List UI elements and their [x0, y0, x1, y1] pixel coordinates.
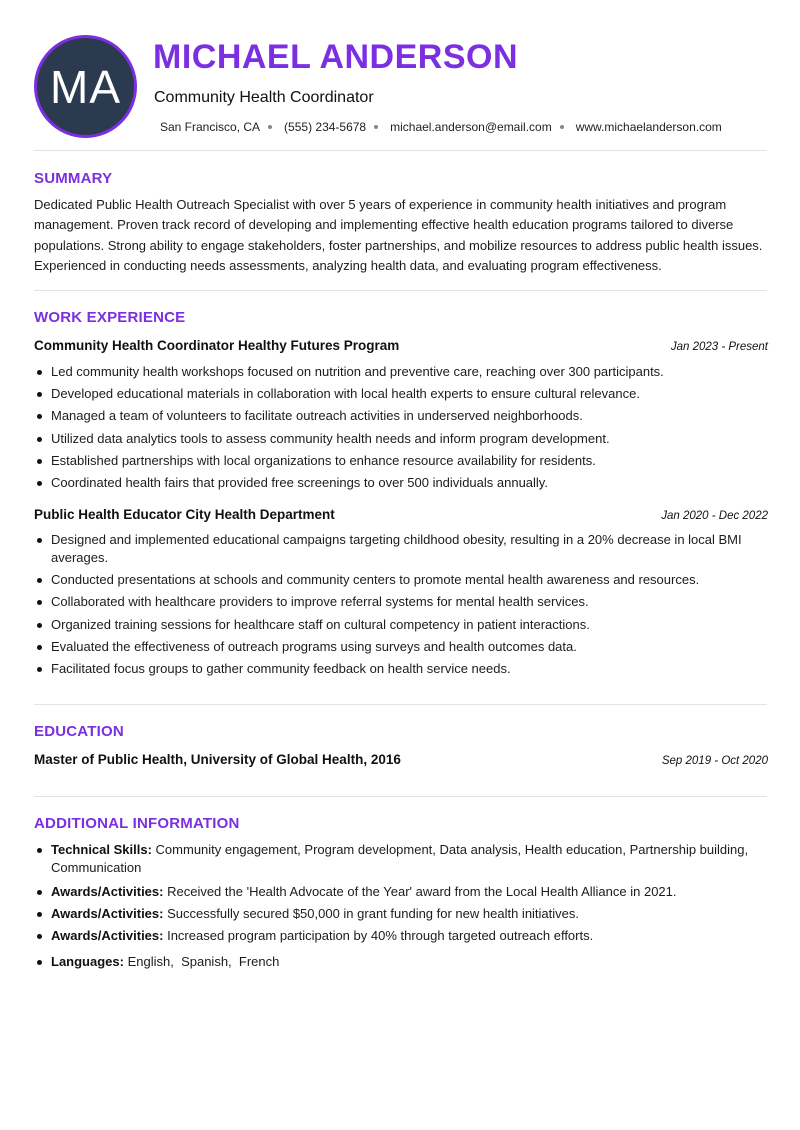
- contact-location: San Francisco, CA: [160, 120, 261, 134]
- education-entry: [34, 752, 768, 767]
- job-bullets: [34, 363, 768, 492]
- list-item: [34, 953, 768, 971]
- list-item: Collaborated with healthcare providers to improve referral systems for mental health services.: [34, 593, 768, 611]
- job-header: [34, 507, 768, 522]
- list-item: [34, 927, 768, 945]
- list-item: Utilized data analytics tools to assess community health needs and inform program development.: [34, 430, 768, 448]
- separator-dot-icon: [560, 125, 564, 129]
- job-role: Public Health Educator City Health Department: [34, 507, 335, 522]
- contact-line: [160, 120, 722, 134]
- divider: [34, 704, 767, 705]
- info-label: Languages:: [51, 954, 124, 969]
- additional-info-heading: ADDITIONAL INFORMATION: [34, 815, 240, 832]
- education-heading: EDUCATION: [34, 723, 124, 740]
- info-text: Increased program participation by 40% through targeted outreach efforts.: [167, 928, 594, 943]
- info-label: Technical Skills:: [51, 842, 152, 857]
- list-item: Coordinated health fairs that provided free screenings to over 500 individuals annually.: [34, 474, 768, 492]
- info-text: Received the 'Health Advocate of the Year' award from the Local Health Alliance in 2021.: [167, 884, 677, 899]
- contact-website[interactable]: www.michaelanderson.com: [575, 120, 722, 134]
- education-dates: Sep 2019 - Oct 2020: [661, 755, 768, 767]
- avatar: [34, 35, 137, 138]
- contact-phone: (555) 234-5678: [284, 120, 367, 134]
- candidate-title: Community Health Coordinator: [154, 89, 374, 106]
- list-item: Evaluated the effectiveness of outreach programs using surveys and health outcomes data.: [34, 638, 768, 656]
- info-label: Awards/Activities:: [51, 928, 164, 943]
- candidate-name: MICHAEL ANDERSON: [153, 38, 519, 76]
- info-label: Awards/Activities:: [51, 906, 164, 921]
- list-item: [34, 883, 768, 901]
- divider: [34, 290, 767, 291]
- avatar-initials: MA: [50, 60, 121, 113]
- work-experience-heading: WORK EXPERIENCE: [34, 309, 186, 326]
- info-text: English, Spanish, French: [127, 954, 280, 969]
- list-item: Led community health workshops focused on nutrition and preventive care, reaching over 300 participants.: [34, 363, 768, 381]
- education-degree: Master of Public Health, University of Global Health, 2016: [34, 752, 401, 767]
- divider: [34, 796, 767, 797]
- list-item: Organized training sessions for healthcare staff on cultural competency in patient interactions.: [34, 616, 768, 634]
- contact-email[interactable]: michael.anderson@email.com: [390, 120, 552, 134]
- list-item: Facilitated focus groups to gather community feedback on health service needs.: [34, 660, 768, 678]
- info-text: Successfully secured $50,000 in grant funding for new health initiatives.: [167, 906, 580, 921]
- job-bullets: [34, 531, 768, 678]
- list-item: Managed a team of volunteers to facilitate outreach activities in underserved neighborhoods.: [34, 407, 768, 425]
- job-header: [34, 338, 768, 353]
- list-item: Developed educational materials in collaboration with local health experts to ensure cultural relevance.: [34, 385, 768, 403]
- additional-info-list: [34, 841, 768, 971]
- info-text: Community engagement, Program development, Data analysis, Health education, Partnership building, Communication: [51, 842, 749, 875]
- list-item: Established partnerships with local organizations to enhance resource availability for residents.: [34, 452, 768, 470]
- info-label: Awards/Activities:: [51, 884, 164, 899]
- separator-dot-icon: [268, 125, 272, 129]
- list-item: Conducted presentations at schools and community centers to promote mental health awareness and resources.: [34, 571, 768, 589]
- job-role: Community Health Coordinator Healthy Futures Program: [34, 338, 400, 353]
- list-item: [34, 841, 768, 877]
- separator-dot-icon: [374, 125, 378, 129]
- list-item: Designed and implemented educational campaigns targeting childhood obesity, resulting in a 20% decrease in local BMI averages.: [34, 531, 768, 567]
- job-dates: Jan 2020 - Dec 2022: [661, 510, 768, 522]
- summary-heading: SUMMARY: [34, 170, 113, 187]
- divider: [34, 150, 767, 151]
- job-dates: Jan 2023 - Present: [670, 341, 768, 353]
- list-item: [34, 905, 768, 923]
- summary-text: Dedicated Public Health Outreach Specialist with over 5 years of experience in community health initiatives and program management. Proven track record of developing and implementing effective health education programs tailored to diverse populations. Strong ability to engage stakeholders, foster partnerships, and mobilize resources to address public health issues. Experienced in conducting needs assessments, analyzing health data, and evaluating program effectiveness.: [34, 197, 763, 273]
